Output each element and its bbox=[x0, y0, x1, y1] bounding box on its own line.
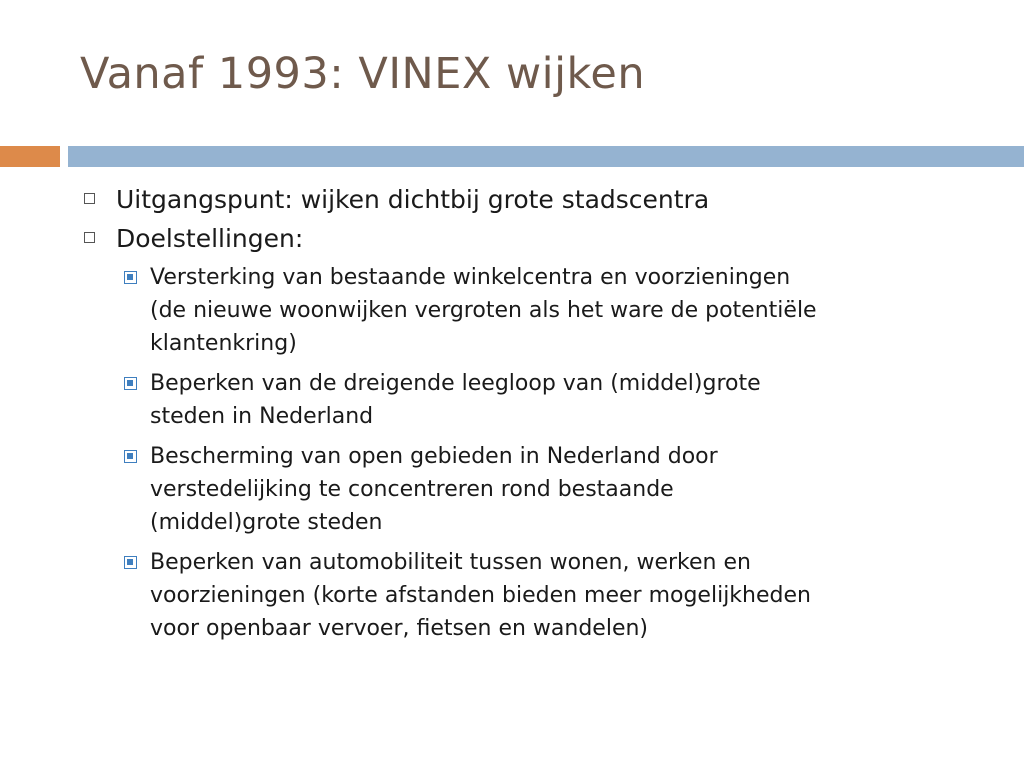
sub-bullet-item bbox=[80, 261, 980, 360]
sub-bullet-list bbox=[80, 261, 980, 645]
bullet-item bbox=[80, 222, 980, 256]
hollow-square-bullet-icon bbox=[84, 232, 95, 243]
sub-bullet-line: steden in Nederland bbox=[150, 404, 374, 429]
sub-bullet-line: klantenkring) bbox=[150, 331, 297, 356]
sub-bullet-line: verstedelijking te concentreren rond bestaande bbox=[150, 477, 674, 502]
sub-bullet-line: (de nieuwe woonwijken vergroten als het ware de potentiële bbox=[150, 298, 817, 323]
sub-bullet-line: Beperken van de dreigende leegloop van (middel)grote bbox=[150, 371, 761, 396]
bullet-text: Uitgangspunt: wijken dichtbij grote stadscentra bbox=[116, 185, 710, 214]
filled-square-bullet-icon bbox=[124, 377, 137, 390]
filled-square-bullet-icon bbox=[124, 556, 137, 569]
filled-square-bullet-icon bbox=[124, 271, 137, 284]
sub-bullet-line: voor openbaar vervoer, fietsen en wandelen) bbox=[150, 616, 649, 641]
sub-bullet-line: Beperken van automobiliteit tussen wonen, werken en bbox=[150, 550, 751, 575]
slide-content bbox=[80, 183, 980, 652]
accent-band-left bbox=[0, 146, 60, 167]
hollow-square-bullet-icon bbox=[84, 193, 95, 204]
bullet-item bbox=[80, 183, 980, 217]
accent-band-right bbox=[68, 146, 1024, 167]
sub-bullet-line: voorzieningen (korte afstanden bieden meer mogelijkheden bbox=[150, 583, 811, 608]
sub-bullet-line: (middel)grote steden bbox=[150, 510, 383, 535]
sub-bullet-item bbox=[80, 367, 980, 433]
bullet-text: Doelstellingen: bbox=[116, 224, 304, 253]
sub-bullet-item bbox=[80, 546, 980, 645]
sub-bullet-item bbox=[80, 440, 980, 539]
filled-square-bullet-icon bbox=[124, 450, 137, 463]
slide-title: Vanaf 1993: VINEX wijken bbox=[80, 49, 646, 99]
sub-bullet-line: Bescherming van open gebieden in Nederland door bbox=[150, 444, 718, 469]
sub-bullet-line: Versterking van bestaande winkelcentra en voorzieningen bbox=[150, 265, 791, 290]
